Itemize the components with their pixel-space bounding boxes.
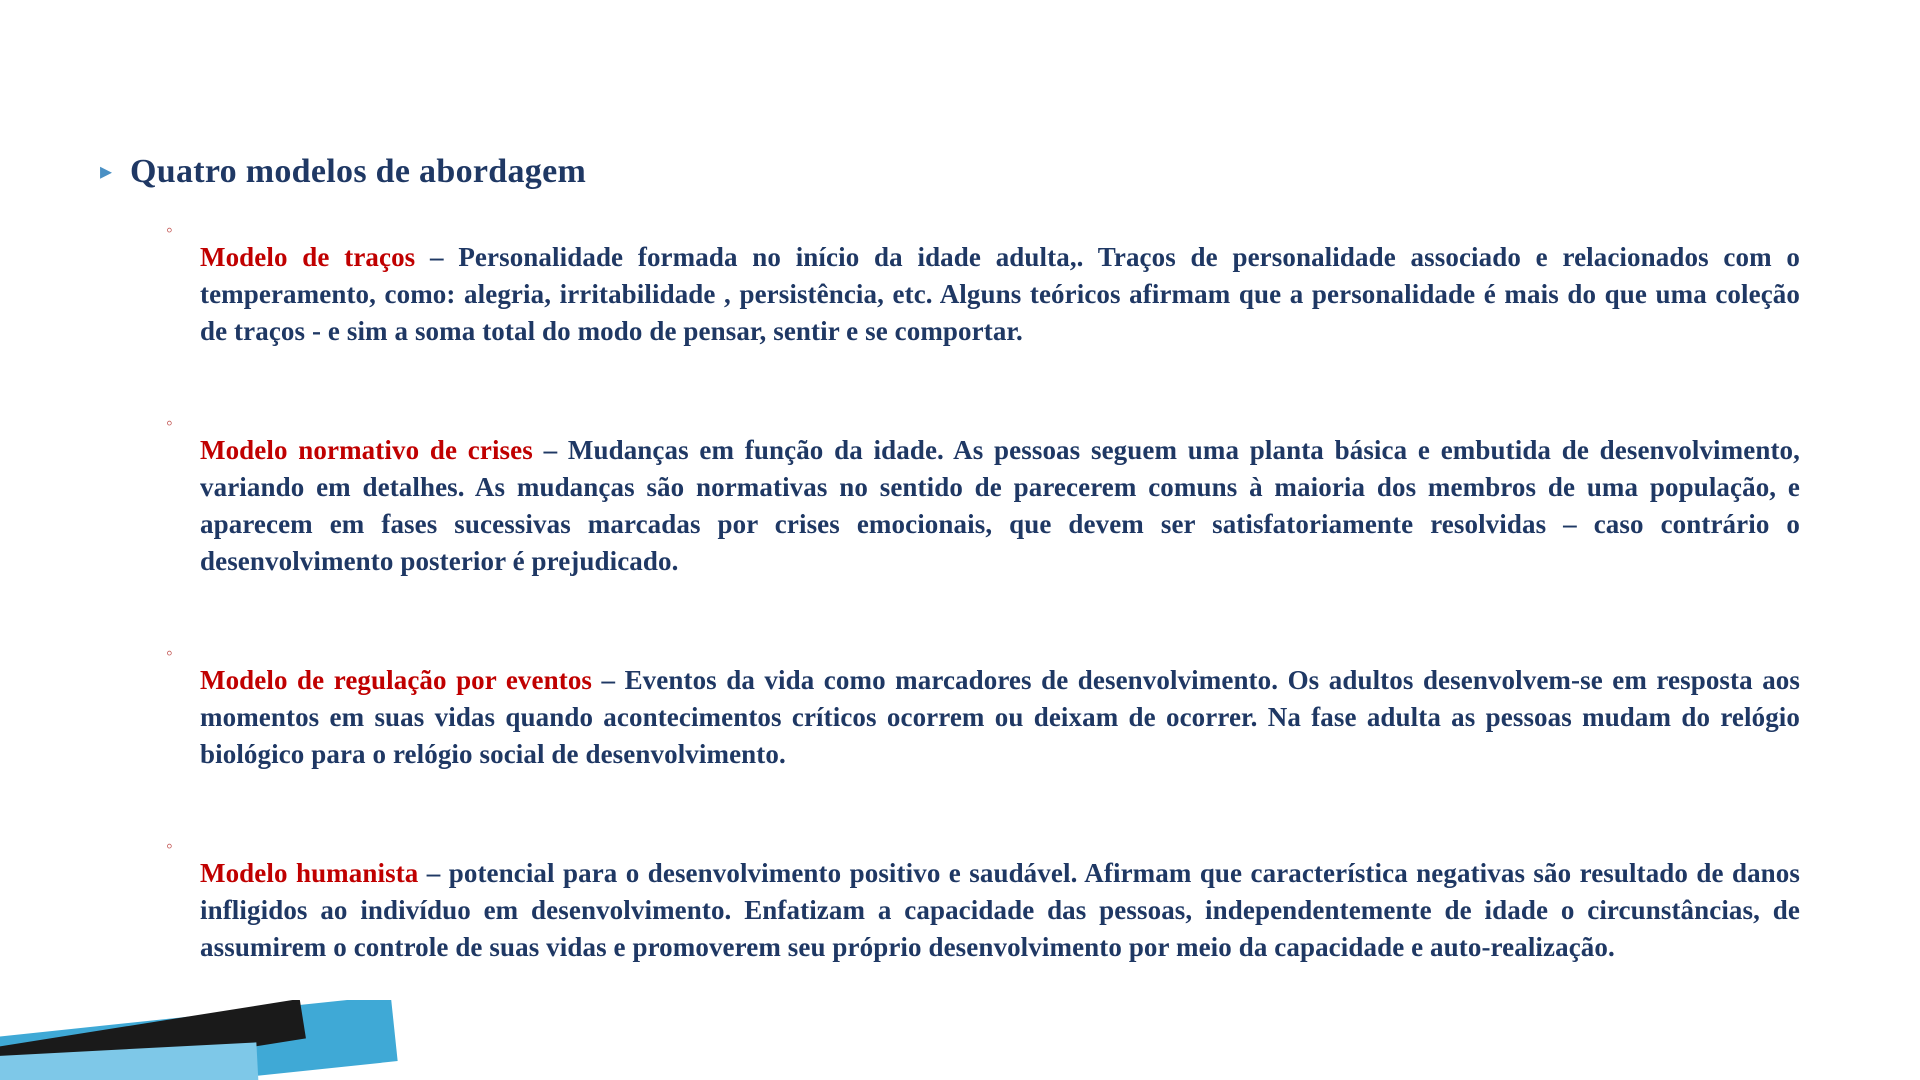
list-item-paragraph [200,239,1800,350]
list-item-paragraph [200,855,1800,966]
list-item-label: Modelo normativo de crises [200,435,533,465]
list-item [166,828,1856,993]
list-item-paragraph [200,432,1800,580]
circle-bullet-icon: ◦ [166,413,173,434]
list-item [166,635,1856,800]
ribbon-band-light [0,1042,260,1080]
page-title: Quatro modelos de abordagem [130,153,587,190]
list-item-paragraph [200,662,1800,773]
list-item-label: Modelo de traços [200,242,416,272]
slide-body [96,150,1856,1021]
list-item-text: – potencial para o desenvolvimento positivo e saudável. Afirmam que característica negativas são resultado de danos infligidos ao indivíduo em desenvolvimento. Enfatizam a capacidade das pessoas, independentemente de idade o circunstâncias, de assumirem o controle de suas vidas e promoverem seu próprio desenvolvimento por meio da capacidade e auto-realização. [200,858,1801,962]
triangle-bullet-icon: ▸ [100,159,113,185]
list-item-text: – Mudanças em função da idade. As pessoas seguem uma planta básica e embutida de desenvolvimento, variando em detalhes. As mudanças são normativas no sentido de parecerem comuns à maioria dos membros de uma população, e aparecem em fases sucessivas marcadas por crises emocionais, que devem ser satisfatoriamente resolvidas – caso contrário o desenvolvimento posterior é prejudicado. [200,435,1800,576]
list-item-label: Modelo de regulação por eventos [200,665,593,695]
list-item-text: – Eventos da vida como marcadores de desenvolvimento. Os adultos desenvolvem-se em resposta aos momentos em suas vidas quando acontecimentos críticos ocorrem ou deixam de ocorrer. Na fase adulta as pessoas mudam do relógio biológico para o relógio social de desenvolvimento. [200,665,1800,769]
circle-bullet-icon: ◦ [166,220,173,241]
list-item [166,212,1856,377]
heading-bullet [96,150,1856,194]
list-item-text: – Personalidade formada no início da idade adulta,. Traços de personalidade associado e relacionados com o temperamento, como: alegria, irritabilidade , persistência, etc. Alguns teóricos afirmam que a personalidade é mais do que uma coleção de traços - e sim a soma total do modo de pensar, sentir e se comportar. [200,242,1800,346]
list-item [166,405,1856,607]
list-item-label: Modelo humanista [200,858,419,888]
circle-bullet-icon: ◦ [166,643,173,664]
circle-bullet-icon: ◦ [166,836,173,857]
